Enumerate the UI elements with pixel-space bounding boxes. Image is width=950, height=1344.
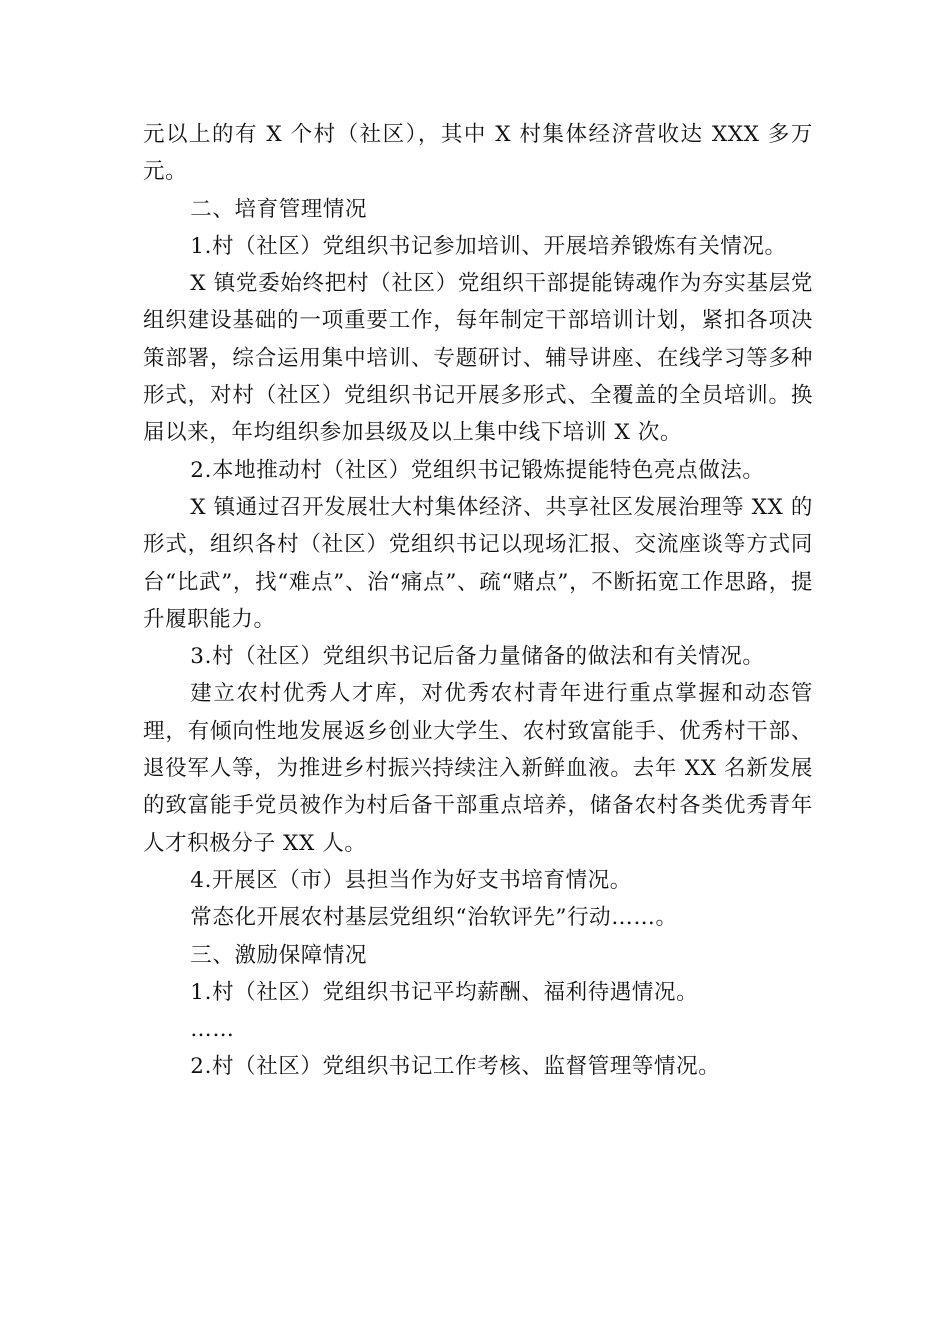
subheading-2-2: 2.本地推动村（社区）党组织书记锻炼提能特色亮点做法。 bbox=[190, 457, 765, 483]
subheading-3-1: 1.村（社区）党组织书记平均薪酬、福利待遇情况。 bbox=[190, 979, 699, 1005]
paragraph-action: 常态化开展农村基层党组织“治软评先”行动……。 bbox=[190, 905, 678, 931]
paragraph-training: X 镇党委始终把村（社区）党组织干部提能铸魂作为夯实基层党组织建设基础的一项重要工作，每年制定干部培训计划，紧扣各项决策部署，综合运用集中培训、专题研讨、辅导讲座、在线学习等多种形式，对村（社区）党组织书记开展多形式、全覆盖的全员培训。换届以来，年均组织参加县级及以上集中线下培训 X 次。 bbox=[143, 271, 813, 446]
ellipsis-line: …… bbox=[190, 1017, 235, 1043]
subheading-2-1: 1.村（社区）党组织书记参加培训、开展培养锻炼有关情况。 bbox=[190, 233, 787, 259]
section-heading-3: 三、激励保障情况 bbox=[190, 942, 368, 968]
subheading-3-2: 2.村（社区）党组织书记工作考核、监督管理等情况。 bbox=[190, 1054, 721, 1080]
paragraph-continuation: 元以上的有 X 个村（社区），其中 X 村集体经济营收达 XXX 多万元。 bbox=[143, 122, 813, 185]
subheading-2-4: 4.开展区（市）县担当作为好支书培育情况。 bbox=[190, 867, 632, 893]
paragraph-highlights: X 镇通过召开发展壮大村集体经济、共享社区发展治理等 XX 的形式，组织各村（社区）党组织书记以现场汇报、交流座谈等方式同台“比武”，找“难点”、治“痛点”、疏“赌点”，不断拓宽工作思路，提升履职能力。 bbox=[143, 494, 813, 632]
subheading-2-3: 3.村（社区）党组织书记后备力量储备的做法和有关情况。 bbox=[190, 644, 765, 670]
paragraph-reserve: 建立农村优秀人才库，对优秀农村青年进行重点掌握和动态管理，有倾向性地发展返乡创业大学生、农村致富能手、优秀村干部、退役军人等，为推进乡村振兴持续注入新鲜血液。去年 XX 名新发展的致富能手党员被作为村后备干部重点培养，储备农村各类优秀青年人才积极分子 XX 人。 bbox=[143, 681, 813, 856]
document-body bbox=[143, 116, 813, 1086]
section-heading-2: 二、培育管理情况 bbox=[190, 196, 368, 222]
